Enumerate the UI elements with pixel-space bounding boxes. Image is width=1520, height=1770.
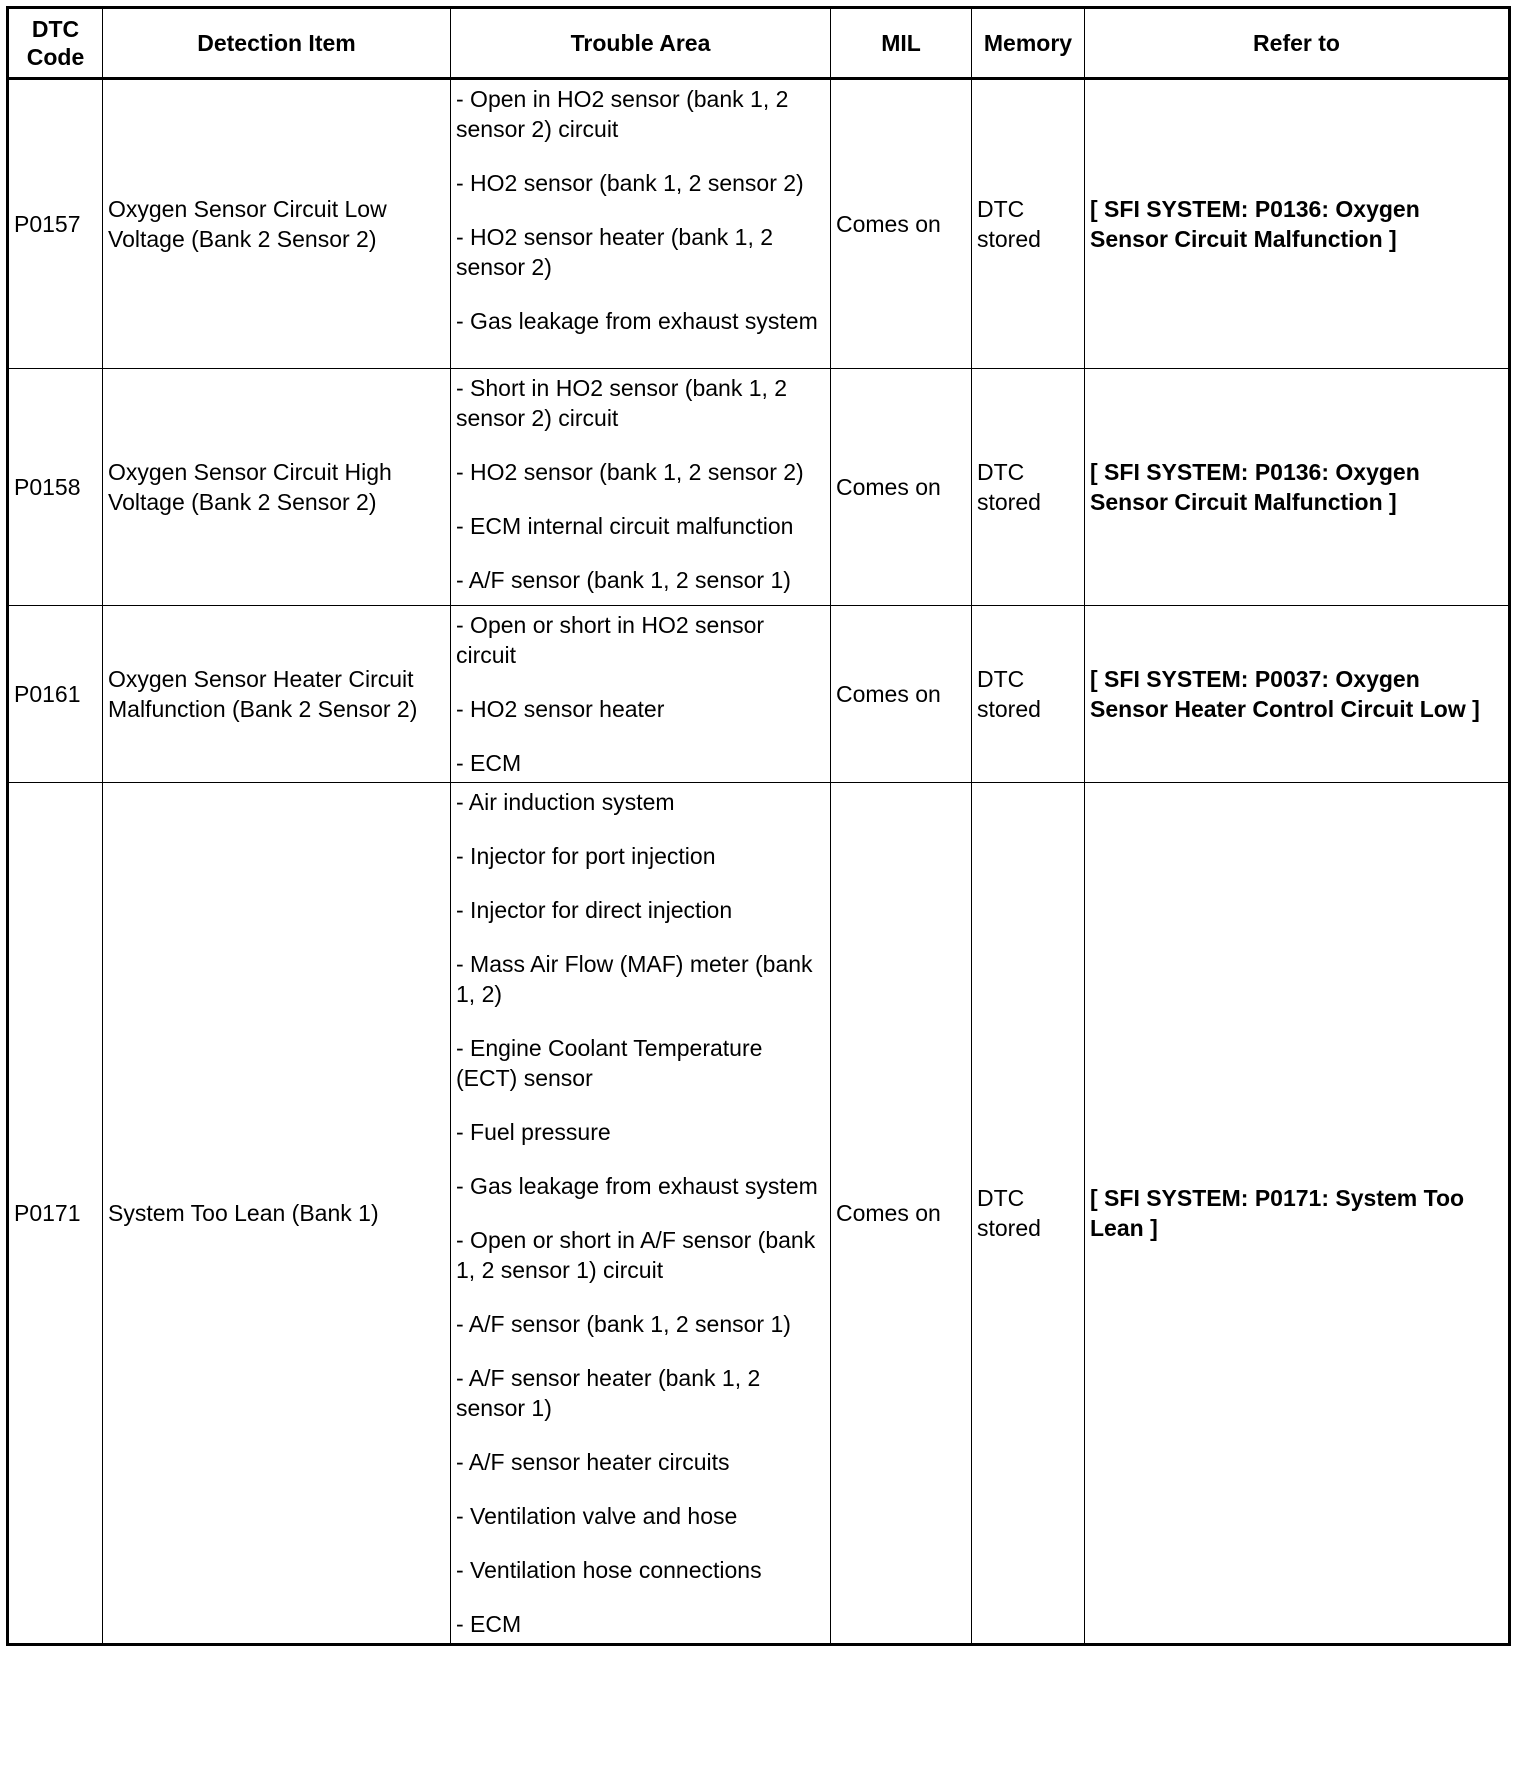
- trouble-item: - Mass Air Flow (MAF) meter (bank 1, 2): [456, 951, 813, 1007]
- dtc-code-cell: P0161: [8, 606, 103, 783]
- trouble-item: - Open or short in A/F sensor (bank 1, 2 sensor 1) circuit: [456, 1227, 816, 1283]
- table-row: [8, 783, 1510, 1645]
- trouble-item: - HO2 sensor heater: [456, 696, 665, 722]
- dtc-table: [6, 6, 1511, 1646]
- detection-item-cell: Oxygen Sensor Circuit Low Voltage (Bank 2 Sensor 2): [103, 79, 451, 369]
- trouble-item: - Ventilation valve and hose: [456, 1503, 738, 1529]
- trouble-area-cell: [451, 369, 831, 606]
- trouble-item: - Injector for port injection: [456, 843, 716, 869]
- trouble-item: - Gas leakage from exhaust system: [456, 1173, 818, 1199]
- refer-to-link[interactable]: [ SFI SYSTEM: P0037: Oxygen Sensor Heater Control Circuit Low ]: [1085, 606, 1510, 783]
- memory-cell: DTC stored: [972, 783, 1085, 1645]
- trouble-item: - A/F sensor heater (bank 1, 2 sensor 1): [456, 1365, 761, 1421]
- table-row: [8, 606, 1510, 783]
- trouble-item: - ECM: [456, 1611, 522, 1637]
- trouble-item: - Injector for direct injection: [456, 897, 733, 923]
- refer-to-link[interactable]: [ SFI SYSTEM: P0136: Oxygen Sensor Circuit Malfunction ]: [1085, 79, 1510, 369]
- trouble-item: - ECM internal circuit malfunction: [456, 513, 794, 539]
- trouble-area-cell: [451, 783, 831, 1645]
- trouble-item: - Short in HO2 sensor (bank 1, 2 sensor 2) circuit: [456, 375, 788, 431]
- trouble-item: - Air induction system: [456, 789, 675, 815]
- header-dtc-code: DTC Code: [8, 8, 103, 79]
- dtc-code-cell: P0158: [8, 369, 103, 606]
- header-trouble-area: Trouble Area: [451, 8, 831, 79]
- detection-item-cell: Oxygen Sensor Circuit High Voltage (Bank 2 Sensor 2): [103, 369, 451, 606]
- refer-to-link[interactable]: [ SFI SYSTEM: P0136: Oxygen Sensor Circuit Malfunction ]: [1085, 369, 1510, 606]
- trouble-item: - HO2 sensor (bank 1, 2 sensor 2): [456, 459, 804, 485]
- refer-to-link[interactable]: [ SFI SYSTEM: P0171: System Too Lean ]: [1085, 783, 1510, 1645]
- dtc-code-cell: P0171: [8, 783, 103, 1645]
- header-row: [8, 8, 1510, 79]
- trouble-item: - Fuel pressure: [456, 1119, 611, 1145]
- trouble-item: - A/F sensor (bank 1, 2 sensor 1): [456, 1311, 791, 1337]
- mil-cell: Comes on: [831, 369, 972, 606]
- table-row: [8, 79, 1510, 369]
- table-row: [8, 369, 1510, 606]
- trouble-area-cell: [451, 606, 831, 783]
- detection-item-cell: Oxygen Sensor Heater Circuit Malfunction (Bank 2 Sensor 2): [103, 606, 451, 783]
- trouble-item: - Ventilation hose connections: [456, 1557, 762, 1583]
- mil-cell: Comes on: [831, 606, 972, 783]
- header-memory: Memory: [972, 8, 1085, 79]
- header-detection-item: Detection Item: [103, 8, 451, 79]
- trouble-item: - Open or short in HO2 sensor circuit: [456, 612, 765, 668]
- mil-cell: Comes on: [831, 783, 972, 1645]
- memory-cell: DTC stored: [972, 606, 1085, 783]
- trouble-item: - ECM: [456, 750, 522, 776]
- trouble-item: - HO2 sensor heater (bank 1, 2 sensor 2): [456, 224, 774, 280]
- header-refer-to: Refer to: [1085, 8, 1510, 79]
- trouble-item: - Gas leakage from exhaust system: [456, 308, 818, 334]
- trouble-area-cell: [451, 79, 831, 369]
- trouble-item: - Engine Coolant Temperature (ECT) sensor: [456, 1035, 763, 1091]
- memory-cell: DTC stored: [972, 79, 1085, 369]
- trouble-item: - A/F sensor (bank 1, 2 sensor 1): [456, 567, 791, 593]
- header-mil: MIL: [831, 8, 972, 79]
- trouble-item: - A/F sensor heater circuits: [456, 1449, 730, 1475]
- table-body: [8, 79, 1510, 1645]
- trouble-item: - HO2 sensor (bank 1, 2 sensor 2): [456, 170, 804, 196]
- table-header: [8, 8, 1510, 79]
- detection-item-cell: System Too Lean (Bank 1): [103, 783, 451, 1645]
- mil-cell: Comes on: [831, 79, 972, 369]
- dtc-code-cell: P0157: [8, 79, 103, 369]
- memory-cell: DTC stored: [972, 369, 1085, 606]
- trouble-item: - Open in HO2 sensor (bank 1, 2 sensor 2) circuit: [456, 86, 789, 142]
